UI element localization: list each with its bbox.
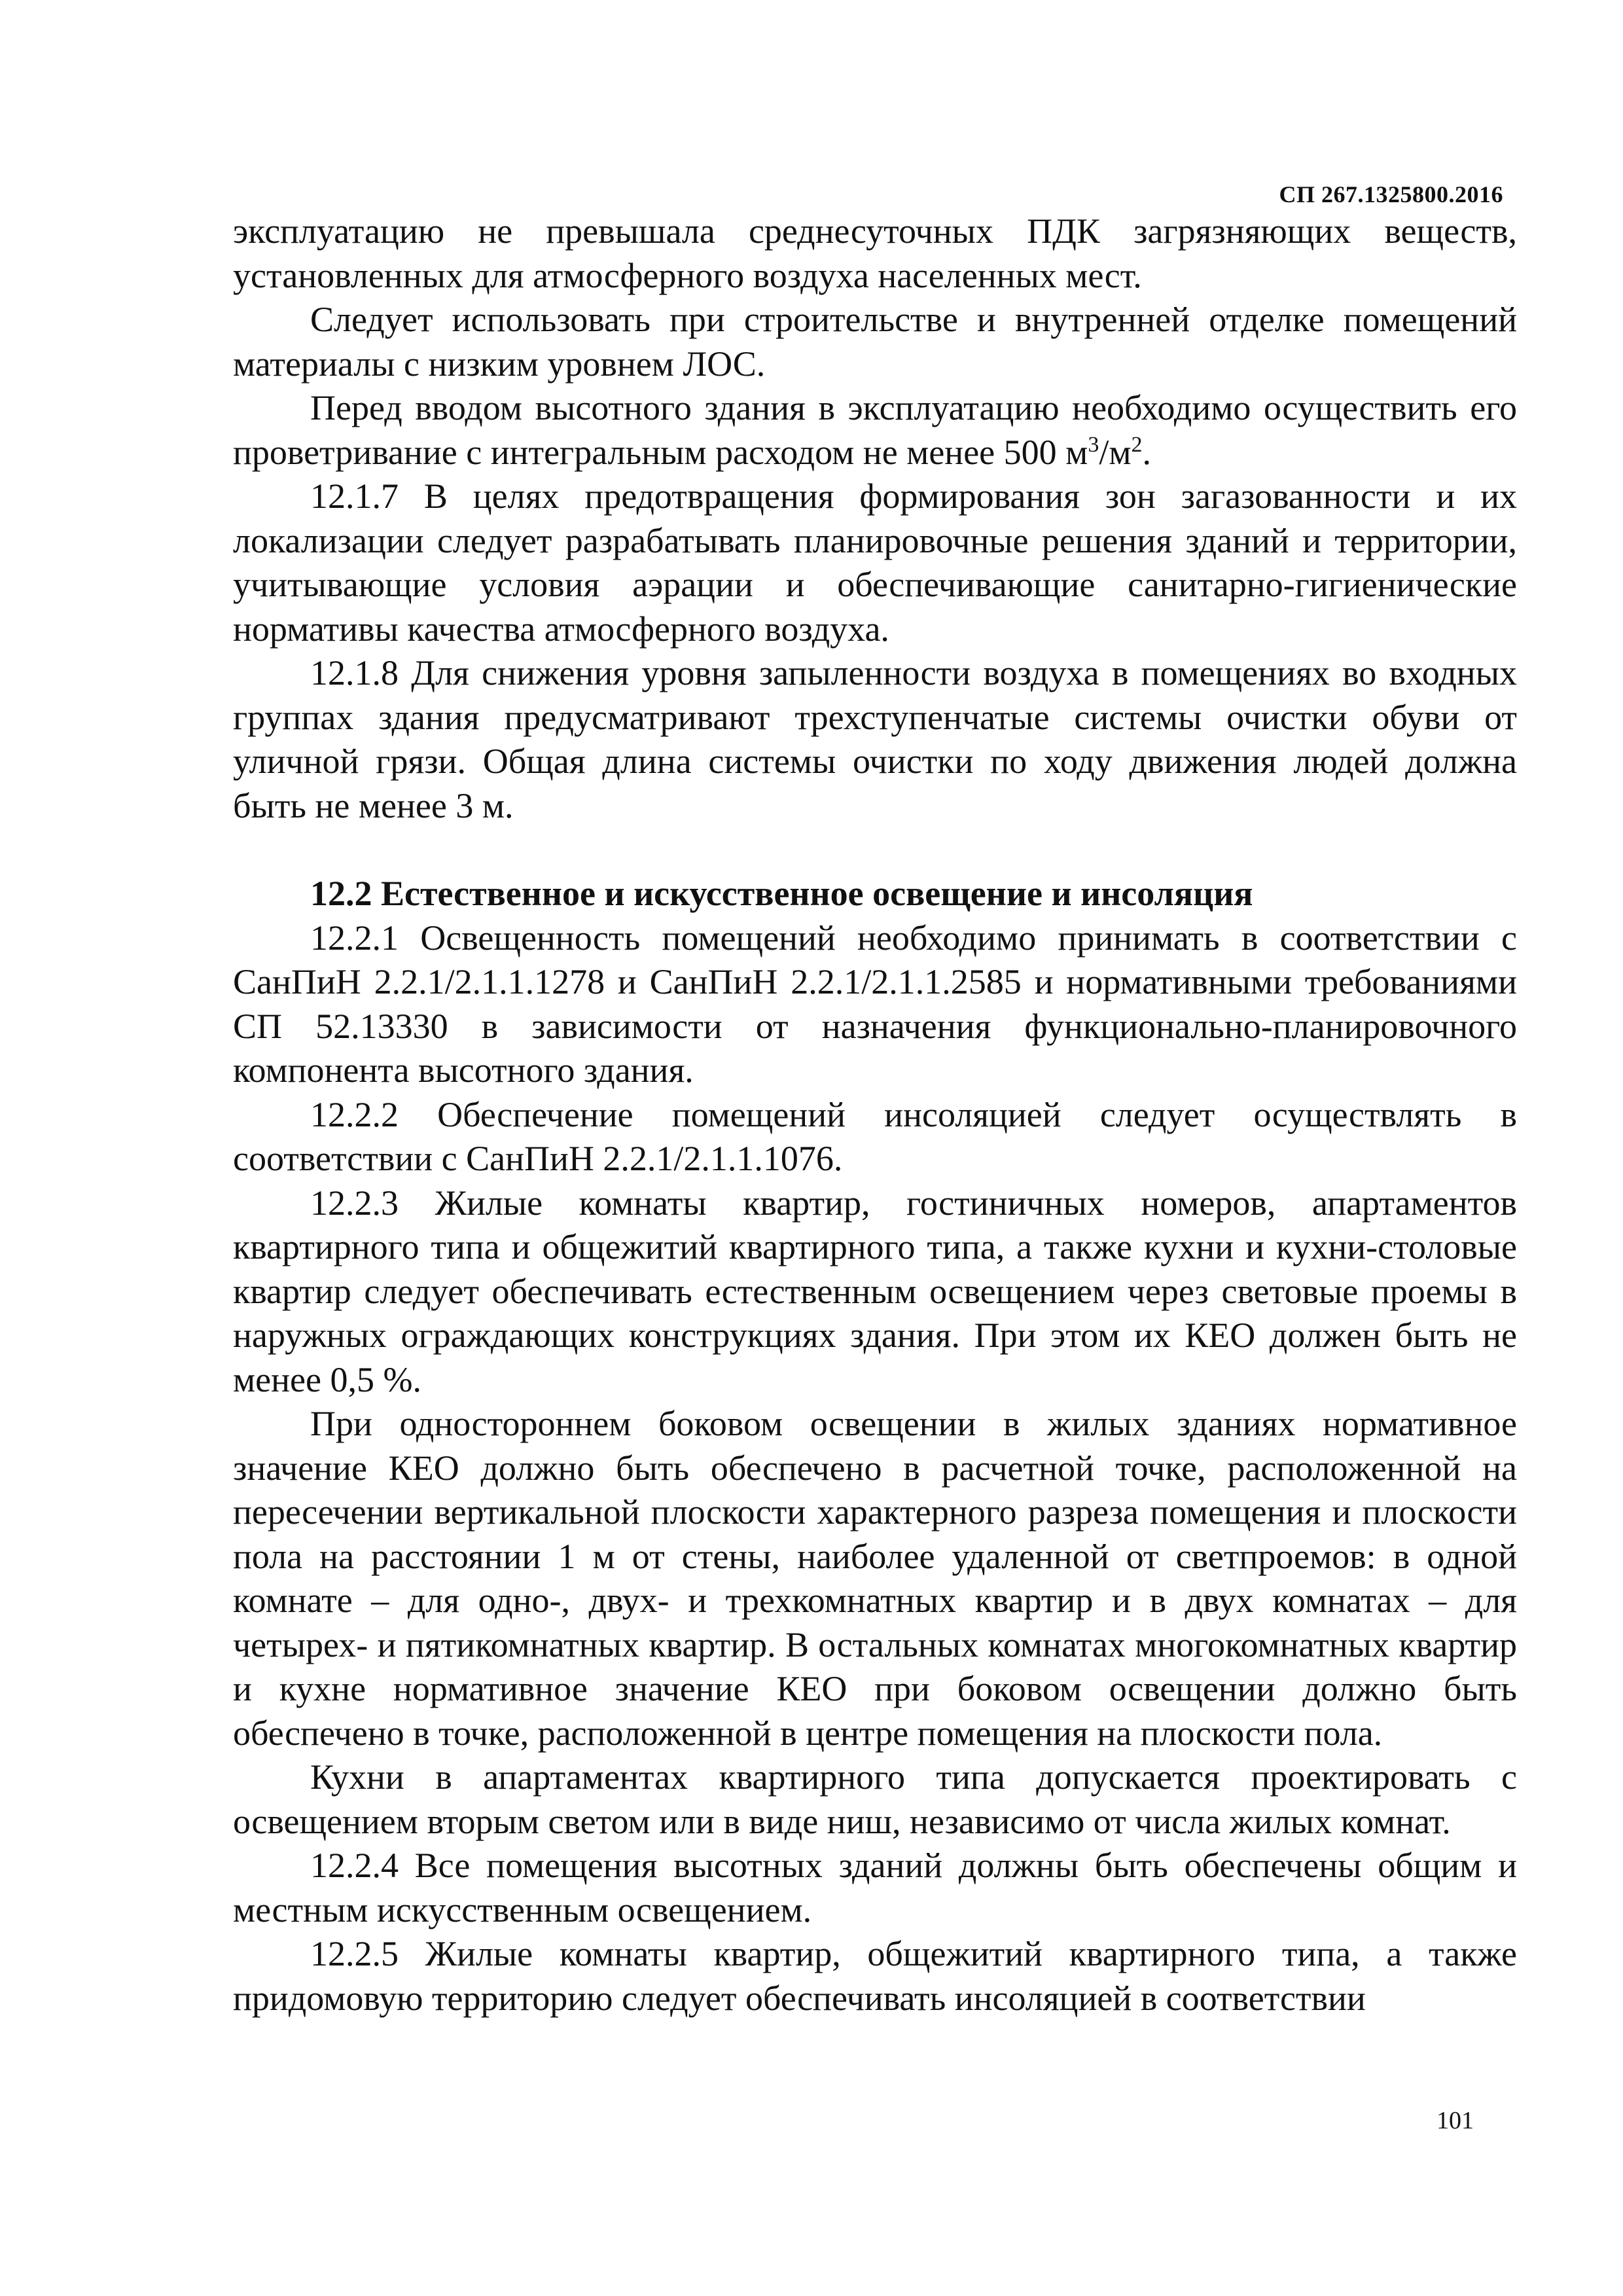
section-gap (233, 828, 1517, 872)
paragraph-kitchens: Кухни в апартаментах квартирного типа допускается проектировать с освещением вторым светом или в виде ниш, независимо от числа жилых комнат. (233, 1757, 1517, 1841)
paragraph-12-2-2: 12.2.2 Обеспечение помещений инсоляцией следует осуществлять в соответствии с СанПиН 2.2.1/2.1.1.1076. (233, 1094, 1517, 1178)
superscript-2: 2 (1131, 432, 1143, 457)
section-heading: 12.2 Естественное и искусственное освещение и инсоляция (310, 874, 1253, 913)
paragraph-ventilation (233, 386, 1517, 475)
paragraph-12-1-8: 12.1.8 Для снижения уровня запыленности воздуха в помещениях во входных группах здания предусматривают трехступенчатые системы очистки обуви от уличной грязи. Общая длина системы очистки по ходу движения людей должна быть не менее 3 м. (233, 653, 1517, 825)
paragraph-12-2-5: 12.2.5 Жилые комнаты квартир, общежитий квартирного типа, а также придомовую территорию следует обеспечивать инсоляцией в соответствии (233, 1934, 1517, 2018)
superscript-3: 3 (1088, 432, 1099, 457)
paragraph-side-lighting: При одностороннем боковом освещении в жилых зданиях нормативное значение КЕО должно быть обеспечено в расчетной точке, расположенной на пересечении вертикальной плоскости характерного разреза помещения и плоскости пола на расстоянии 1 м от стены, наиболее удаленной от светпроемов: в одной комнате – для одно-, двух- и трехкомнатных квартир и в двух комнатах – для четырех- и пятикомнатных квартир. В остальных комнатах многокомнатных квартир и кухне нормативное значение КЕО при боковом освещении должно быть обеспечено в точке, расположенной в центре помещения на плоскости пола. (233, 1404, 1517, 1753)
unit-text: /м (1099, 432, 1132, 472)
paragraph-continuation: эксплуатацию не превышала среднесуточных ПДК загрязняющих веществ, установленных для атмосферного воздуха населенных мест. (233, 211, 1517, 295)
paragraph-12-1-7: 12.1.7 В целях предотвращения формирования зон загазованности и их локализации следует разрабатывать планировочные решения зданий и территории, учитывающие условия аэрации и обеспечивающие санитарно-гигиенические нормативы качества атмосферного воздуха. (233, 476, 1517, 649)
paragraph-loc-materials: Следует использовать при строительстве и внутренней отделке помещений материалы с низким уровнем ЛОС. (233, 300, 1517, 384)
paragraph-12-2-1: 12.2.1 Освещенность помещений необходимо принимать в соответствии с СанПиН 2.2.1/2.1.1.1278 и СанПиН 2.2.1/2.1.1.2585 и нормативными требованиями СП 52.13330 в зависимости от назначения функционально-планировочного компонента высотного здания. (233, 918, 1517, 1090)
page-body (233, 209, 1517, 2020)
paragraph-12-2-3: 12.2.3 Жилые комнаты квартир, гостиничных номеров, апартаментов квартирного типа и общежитий квартирного типа, а также кухни и кухни-столовые квартир следует обеспечивать естественным освещением через световые проемы в наружных ограждающих конструкциях здания. При этом их КЕО должен быть не менее 0,5 %. (233, 1183, 1517, 1399)
page-number: 101 (1436, 2107, 1474, 2134)
period-text: . (1142, 432, 1151, 472)
ventilation-text: Перед вводом высотного здания в эксплуатацию необходимо осуществить его проветривание с интегральным расходом не менее 500 м (233, 388, 1517, 472)
paragraph-12-2-4: 12.2.4 Все помещения высотных зданий должны быть обеспечены общим и местным искусственным освещением. (233, 1846, 1517, 1929)
document-code: СП 267.1325800.2016 (1279, 181, 1503, 207)
